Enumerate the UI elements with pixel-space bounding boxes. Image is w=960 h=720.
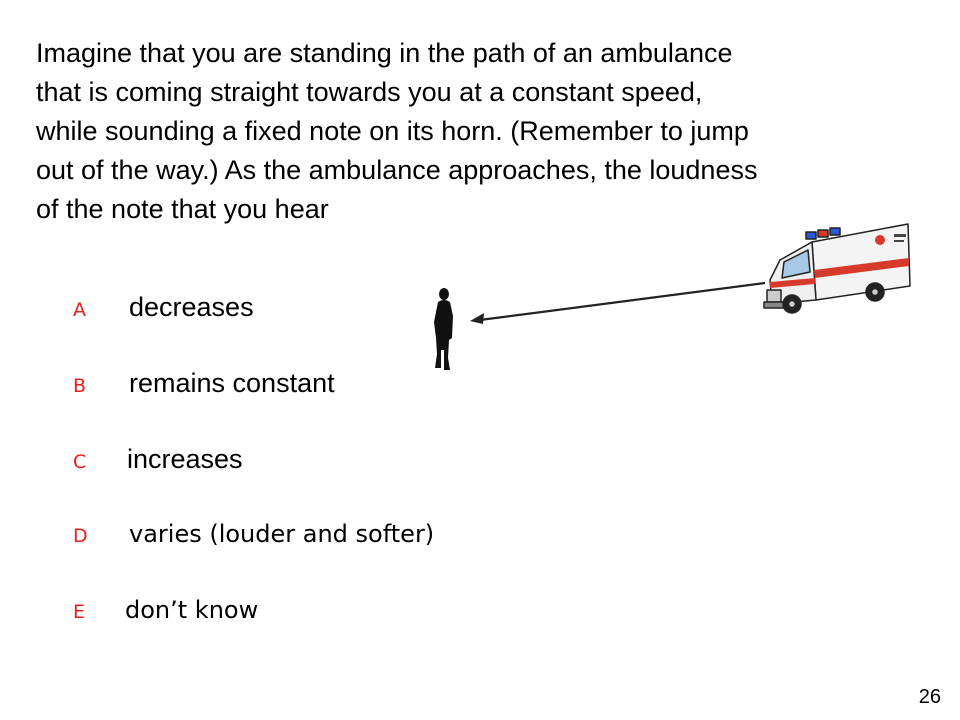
question-line: Imagine that you are standing in the path of an ambulance — [36, 38, 733, 68]
option-letter: E — [73, 601, 86, 623]
option-text: increases — [127, 444, 243, 474]
option-letter: D — [73, 525, 88, 547]
arrow-left-icon — [470, 283, 765, 324]
option-b[interactable] — [73, 368, 335, 399]
option-text: remains constant — [129, 368, 335, 398]
question-text — [36, 34, 916, 229]
option-text: varies (louder and softer) — [129, 520, 435, 548]
option-c[interactable] — [73, 444, 243, 475]
option-letter: B — [73, 375, 87, 397]
question-line: while sounding a fixed note on its horn. (Remember to jump — [36, 116, 749, 146]
question-line: that is coming straight towards you at a constant speed, — [36, 77, 703, 107]
option-text: decreases — [129, 292, 254, 322]
option-e[interactable] — [73, 596, 258, 624]
ambulance-icon — [764, 224, 910, 313]
option-d[interactable] — [73, 520, 434, 548]
doppler-illustration — [420, 220, 920, 380]
person-silhouette-icon — [434, 288, 453, 370]
option-a[interactable] — [73, 292, 254, 323]
option-letter: C — [73, 451, 87, 473]
option-letter: A — [73, 299, 86, 321]
option-text: don’t know — [125, 596, 259, 624]
question-line: out of the way.) As the ambulance approaches, the loudness — [36, 155, 758, 185]
slide-number: 26 — [918, 686, 941, 708]
question-line: of the note that you hear — [36, 194, 329, 224]
